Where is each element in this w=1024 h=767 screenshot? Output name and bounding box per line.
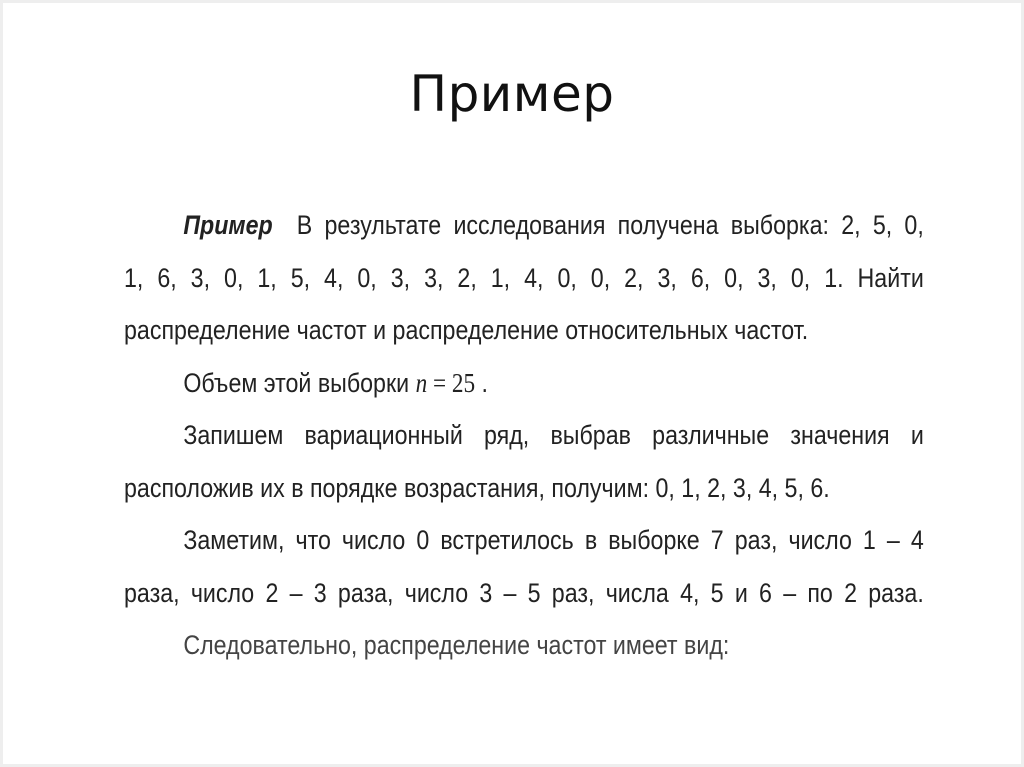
excerpt-line-7: Заметим, что число 0 встретилось в выборке 7 раз, число 1 – 4 bbox=[183, 525, 924, 555]
formula-variable: n bbox=[415, 367, 428, 398]
excerpt-line-4 bbox=[124, 357, 924, 410]
example-lead-word: Пример bbox=[183, 210, 273, 240]
excerpt-line-9-cut: Следовательно, распределение частот имеет вид: bbox=[183, 630, 730, 660]
excerpt-line-8: раза, число 2 – 3 раза, число 3 – 5 раз, числа 4, 5 и 6 – по 2 раза. bbox=[124, 577, 924, 608]
excerpt-line-4-text: Объем этой выборки bbox=[183, 367, 410, 398]
sample-size-formula bbox=[416, 368, 476, 398]
textbook-excerpt-image bbox=[124, 199, 924, 660]
excerpt-line-1 bbox=[124, 199, 924, 252]
excerpt-line-2: 1, 6, 3, 0, 1, 5, 4, 0, 3, 3, 2, 1, 4, 0, 0, 2, 3, 6, 0, 3, 0, 1. Найти bbox=[124, 262, 924, 293]
excerpt-line-6: расположив их в порядке возрастания, получим: 0, 1, 2, 3, 4, 5, 6. bbox=[124, 472, 830, 503]
formula-value: = 25 bbox=[427, 367, 476, 398]
excerpt-text-block bbox=[124, 199, 924, 660]
slide-title: Пример bbox=[409, 65, 615, 123]
excerpt-line-4-end: . bbox=[475, 367, 489, 398]
excerpt-line-3: распределение частот и распределение относительных частот. bbox=[124, 315, 809, 345]
excerpt-line-5: Запишем вариационный ряд, выбрав различные значения и bbox=[183, 420, 924, 450]
excerpt-line-1-text: В результате исследования получена выборка: 2, 5, 0, bbox=[296, 210, 924, 240]
